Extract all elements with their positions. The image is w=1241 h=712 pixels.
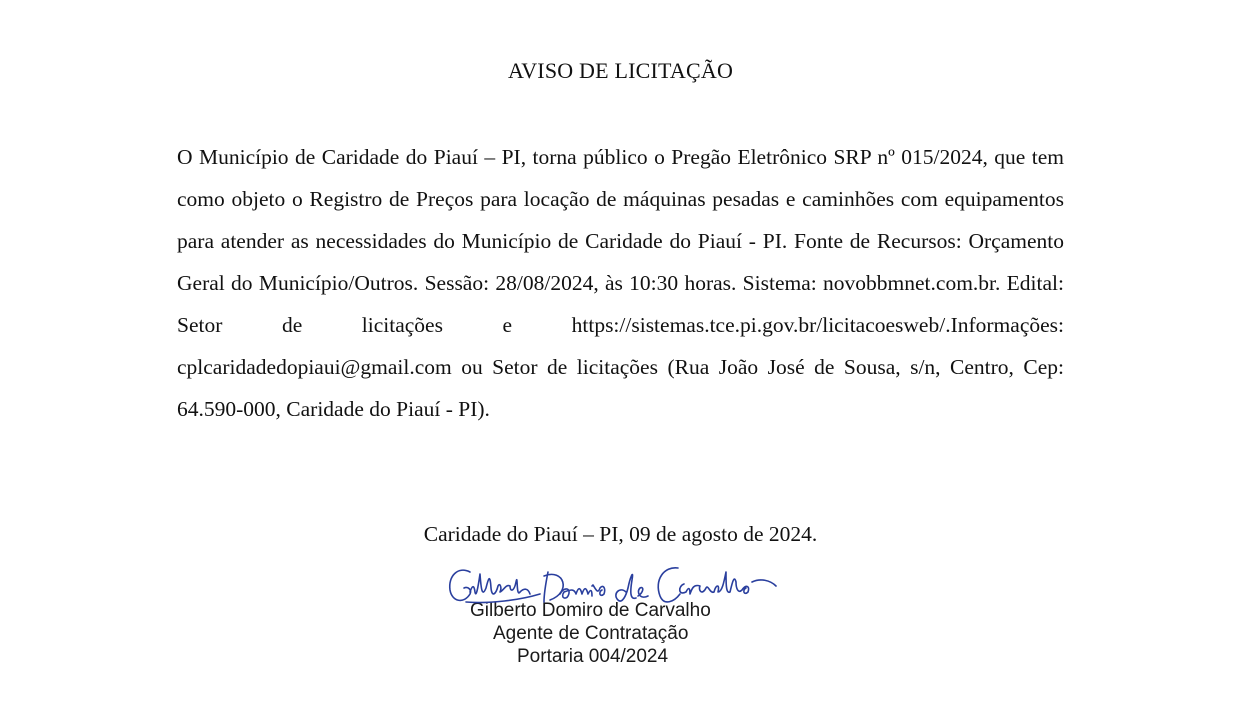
stamp-name: Gilberto Domiro de Carvalho <box>470 600 711 621</box>
stamp-role: Agente de Contratação <box>493 623 689 644</box>
signature-block <box>440 558 800 668</box>
place-and-date: Caridade do Piauí – PI, 09 de agosto de 2024. <box>423 522 818 546</box>
handwritten-signature <box>440 558 800 618</box>
stamp-ordinance: Portaria 004/2024 <box>517 646 669 662</box>
notice-body: O Município de Caridade do Piauí – PI, torna público o Pregão Eletrônico SRP nº 015/2024, que tem como objeto o Registro de Preços para locação de máquinas pesadas e caminhões com equipamentos para atender as necessidades do Município de Caridade do Piauí - PI. Fonte de Recursos: Orçamento Geral do Município/Outros. Sessão: 28/08/2024, às 10:30 horas. Sistema: novobbmnet.com.br. Edital: Setor de licitações e https://sistemas.tce.pi.gov.br/licitacoesweb/.Informações: cplcaridadedopiaui@gmail.com ou Setor de licitações (Rua João José de Sousa, s/n, Centro, Cep: 64.590-000, Caridade do Piauí - PI). <box>177 145 1064 421</box>
document-title: AVISO DE LICITAÇÃO <box>507 58 734 83</box>
